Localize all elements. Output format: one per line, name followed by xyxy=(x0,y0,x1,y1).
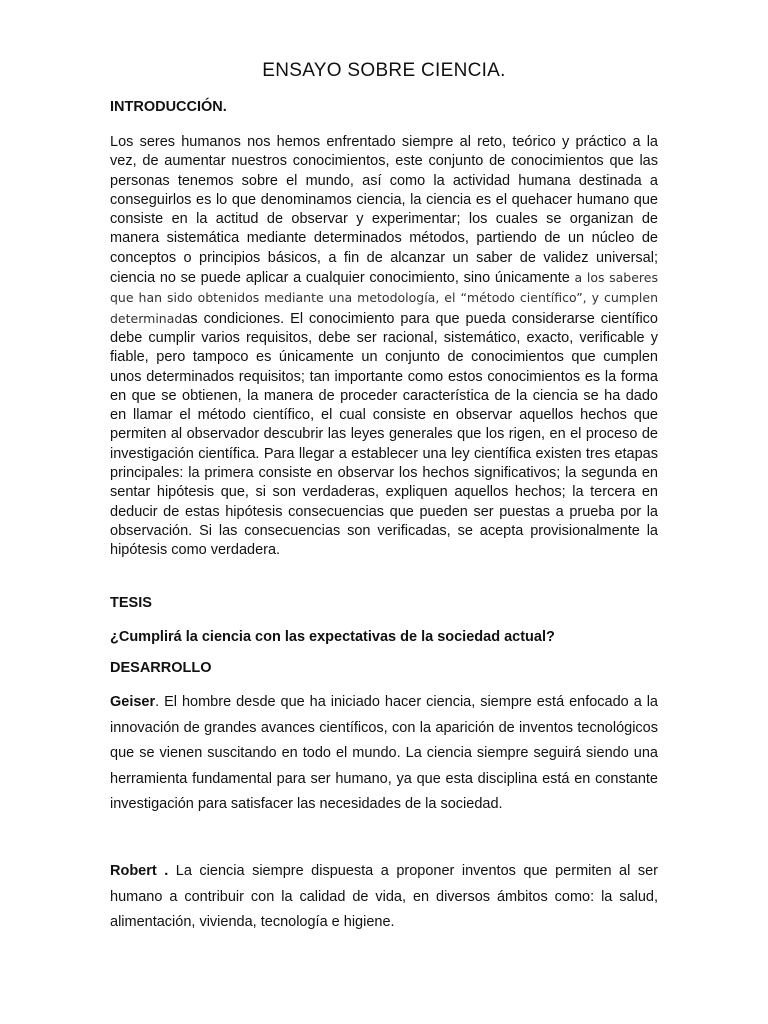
robert-name: Robert . xyxy=(110,863,169,879)
intro-text-part3: as condiciones. El conocimiento para que pueda considerarse científico debe cumplir varios requisitos, debe ser racional, sistemático, exacto, verificable y fiable, pero tampoco es únicamente un conjunto de conocimientos que cumplen unos determinados requisitos; tan importante como estos conocimientos es la forma en que se obtienen, la manera de proceder característica de la ciencia se ha dado en llamar el método científico, el cual consiste en observar aquellos hechos que permiten al observador descubrir las leyes generales que los rigen, en el proceso de investigación científica. Para llegar a establecer una ley científica existen tres etapas principales: la primera consiste en observar los hechos significativos; la segunda en sentar hipótesis que, si son verdaderas, expliquen aquellos hechos; la tercera en deducir de estas hipótesis consecuencias que pueden ser puestas a prueba por la observación. Si las consecuencias son verificadas, se acepta provisionalmente la hipótesis como verdadera. xyxy=(110,310,658,559)
document-title: ENSAYO SOBRE CIENCIA. xyxy=(262,60,506,81)
geiser-name: Geiser xyxy=(110,694,156,710)
intro-text-part2: a los saberes que han sido obtenidos mediante una metodología, el “método científico”, y cumplen determinad xyxy=(110,270,658,326)
tesis-heading: TESIS xyxy=(110,595,152,611)
geiser-text: . El hombre desde que ha iniciado hacer ciencia, siempre está enfocado a la innovación de grandes avances científicos, con la aparición de inventos tecnológicos que se vienen suscitando en todo el mundo. La ciencia siempre seguirá siendo una herramienta fundamental para ser humano, ya que esta disciplina está en constante investigación para satisfacer las necesidades de la sociedad. xyxy=(110,694,658,812)
geiser-paragraph xyxy=(110,690,658,818)
robert-text: La ciencia siempre dispuesta a proponer inventos que permiten al ser humano a contribuir con la calidad de vida, en diversos ámbitos como: la salud, alimentación, vivienda, tecnología e higiene. xyxy=(110,863,658,930)
desarrollo-heading: DESARROLLO xyxy=(110,660,212,676)
intro-heading: INTRODUCCIÓN. xyxy=(110,99,227,115)
intro-text-part1: Los seres humanos nos hemos enfrentado siempre al reto, teórico y práctico a la vez, de aumentar nuestros conocimientos, este conjunto de conocimientos que las personas tenemos sobre el mundo, así como la actividad humana destinada a conseguirlos es lo que denominamos ciencia, la ciencia es el quehacer humano que consiste en la actitud de observar y experimentar; los cuales se organizan de manera sistemática mediante determinados métodos, partiendo de un núcleo de conceptos o principios básicos, a fin de alcanzar un saber de validez universal; ciencia no se puede aplicar a cualquier conocimiento, sino únicamente xyxy=(110,134,658,287)
intro-paragraph xyxy=(110,133,658,561)
robert-paragraph xyxy=(110,859,658,936)
tesis-question: ¿Cumplirá la ciencia con las expectativas de la sociedad actual? xyxy=(110,629,555,645)
